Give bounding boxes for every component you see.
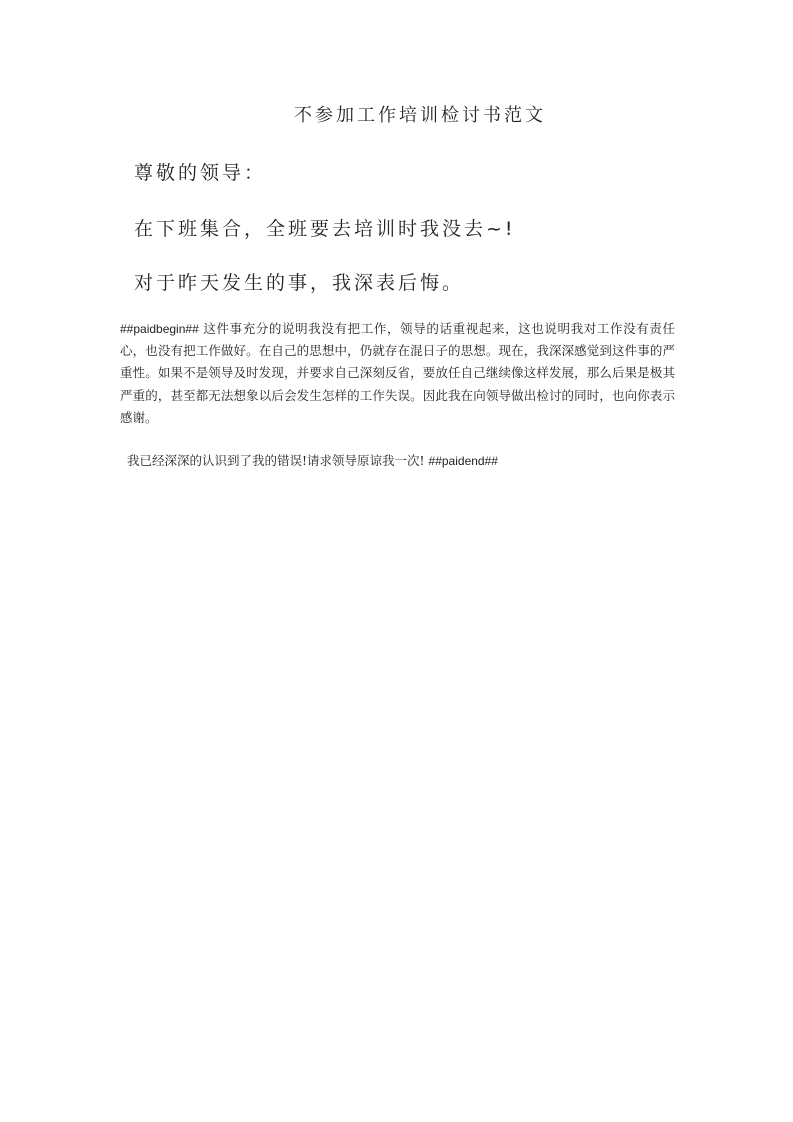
- statement-line-regret: 对于昨天发生的事，我深表后悔。: [134, 272, 465, 294]
- closing-text: 我已经深深的认识到了我的错误!请求领导原谅我一次!: [127, 453, 429, 468]
- body-paragraph: [120, 318, 675, 429]
- paid-end-marker: ##paidend##: [428, 454, 498, 468]
- closing-paragraph: [127, 450, 498, 472]
- document-title: 不参加工作培训检讨书范文: [294, 105, 546, 126]
- salutation: 尊敬的领导：: [134, 162, 267, 184]
- paid-begin-marker: ##paidbegin##: [120, 322, 199, 336]
- body-paragraph-text: 这件事充分的说明我没有把工作，领导的话重视起来，这也说明我对工作没有责任心，也没有把工作做好。在自己的思想中，仍就存在混日子的思想。现在，我深深感觉到这件事的严重性。如果不是领导及时发现，并要求自己深刻反省，要放任自己继续像这样发展，那么后果是极其严重的，甚至都无法想象以后会发生怎样的工作失误。因此我在向领导做出检讨的同时，也向你表示感谢。: [120, 321, 675, 425]
- statement-line-training: 在下班集合，全班要去培训时我没去~!: [134, 218, 516, 240]
